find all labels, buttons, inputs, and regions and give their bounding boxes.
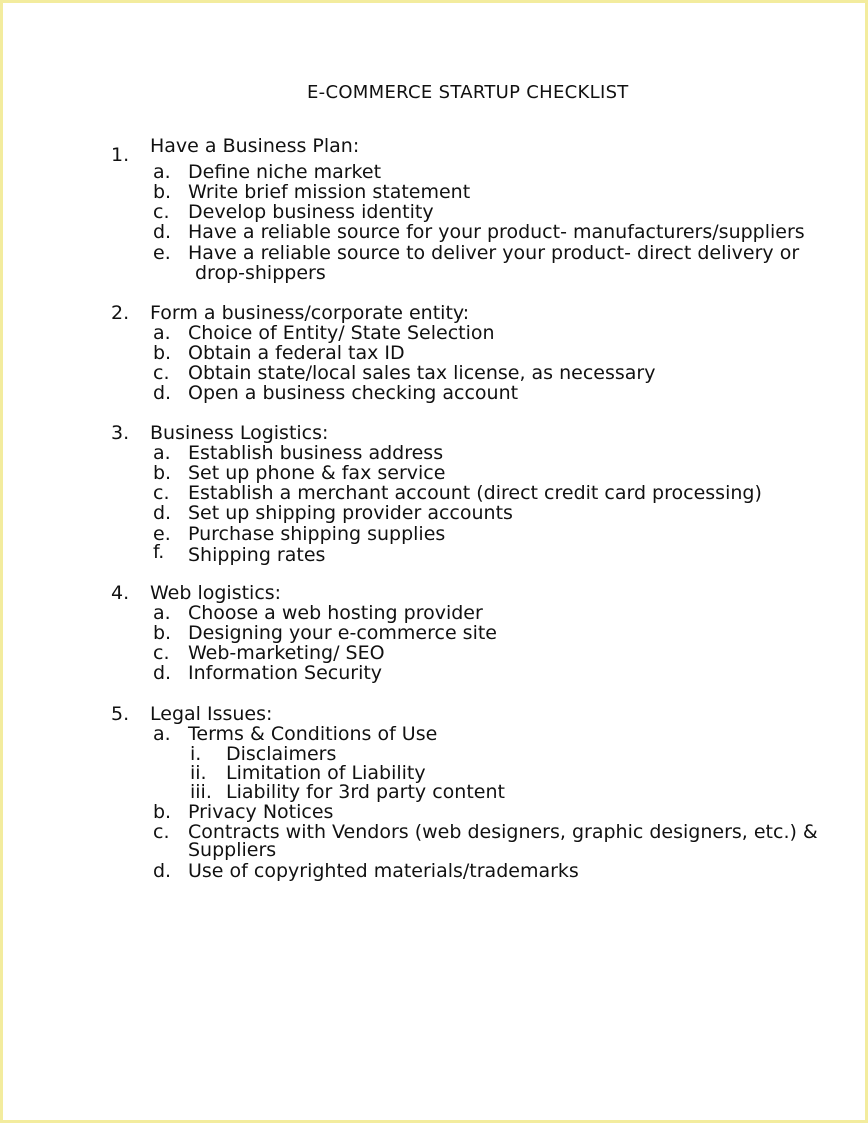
item-text: Designing your e-commerce site xyxy=(188,622,497,644)
item-letter: b. xyxy=(153,462,172,484)
item-letter: b. xyxy=(153,342,172,364)
item-letter: c. xyxy=(153,642,170,664)
item-text: Have a reliable source to deliver your product- direct delivery or xyxy=(188,242,800,264)
section-heading: Business Logistics: xyxy=(150,422,329,444)
item-letter: d. xyxy=(153,382,172,404)
section-heading: Legal Issues: xyxy=(150,703,273,725)
item-letter: d. xyxy=(153,221,172,243)
subitem-text: Liability for 3rd party content xyxy=(226,781,505,803)
item-text: Information Security xyxy=(188,662,383,684)
subitem-text: Limitation of Liability xyxy=(226,762,426,784)
item-letter: b. xyxy=(153,622,172,644)
section-heading: Web logistics: xyxy=(150,582,282,604)
item-letter: d. xyxy=(153,662,172,684)
item-continuation-text: Suppliers xyxy=(188,839,277,861)
item-text: Establish a merchant account (direct credit card processing) xyxy=(188,482,762,504)
item-letter: c. xyxy=(153,201,170,223)
subitem-roman: ii. xyxy=(190,762,207,784)
section-heading: Have a Business Plan: xyxy=(150,135,360,157)
item-letter: c. xyxy=(153,362,170,384)
subitem-text: Disclaimers xyxy=(226,743,337,765)
item-text: Set up phone & fax service xyxy=(188,462,446,484)
item-letter: a. xyxy=(153,322,171,344)
item-text: Choice of Entity/ State Selection xyxy=(188,322,495,344)
section-number: 1. xyxy=(111,144,130,166)
item-letter: c. xyxy=(153,482,170,504)
page-title: E-COMMERCE STARTUP CHECKLIST xyxy=(307,82,629,103)
item-letter: a. xyxy=(153,723,171,745)
item-letter: a. xyxy=(153,602,171,624)
document-page xyxy=(3,3,865,1120)
item-text: Choose a web hosting provider xyxy=(188,602,483,624)
subitem-roman: iii. xyxy=(190,781,212,803)
item-letter: f. xyxy=(153,541,165,563)
section-number: 5. xyxy=(111,703,130,725)
item-text: Obtain a federal tax ID xyxy=(188,342,405,364)
item-text: Privacy Notices xyxy=(188,801,334,823)
item-text: Obtain state/local sales tax license, as necessary xyxy=(188,362,656,384)
section-number: 3. xyxy=(111,422,130,444)
item-text: Web-marketing/ SEO xyxy=(188,642,385,664)
item-letter: d. xyxy=(153,860,172,882)
item-letter: a. xyxy=(153,442,171,464)
subitem-roman: i. xyxy=(190,743,202,765)
item-text: Establish business address xyxy=(188,442,444,464)
item-text: Have a reliable source for your product- manufacturers/suppliers xyxy=(188,221,805,243)
item-letter: a. xyxy=(153,161,171,183)
item-continuation-text: drop-shippers xyxy=(195,262,326,284)
item-letter: b. xyxy=(153,181,172,203)
item-letter: e. xyxy=(153,242,171,264)
item-text: Set up shipping provider accounts xyxy=(188,502,513,524)
item-letter: d. xyxy=(153,502,172,524)
item-text: Terms & Conditions of Use xyxy=(188,723,438,745)
item-text: Open a business checking account xyxy=(188,382,519,404)
item-letter: b. xyxy=(153,801,172,823)
item-text: Develop business identity xyxy=(188,201,434,223)
item-text: Use of copyrighted materials/trademarks xyxy=(188,860,579,882)
section-heading: Form a business/corporate entity: xyxy=(150,302,470,324)
item-text: Write brief mission statement xyxy=(188,181,471,203)
section-number: 4. xyxy=(111,582,130,604)
section-number: 2. xyxy=(111,302,130,324)
item-letter: e. xyxy=(153,523,171,545)
item-text: Contracts with Vendors (web designers, graphic designers, etc.) & xyxy=(188,821,818,843)
item-text: Purchase shipping supplies xyxy=(188,523,446,545)
item-text: Shipping rates xyxy=(188,544,326,566)
item-text: Define niche market xyxy=(188,161,382,183)
item-letter: c. xyxy=(153,821,170,843)
